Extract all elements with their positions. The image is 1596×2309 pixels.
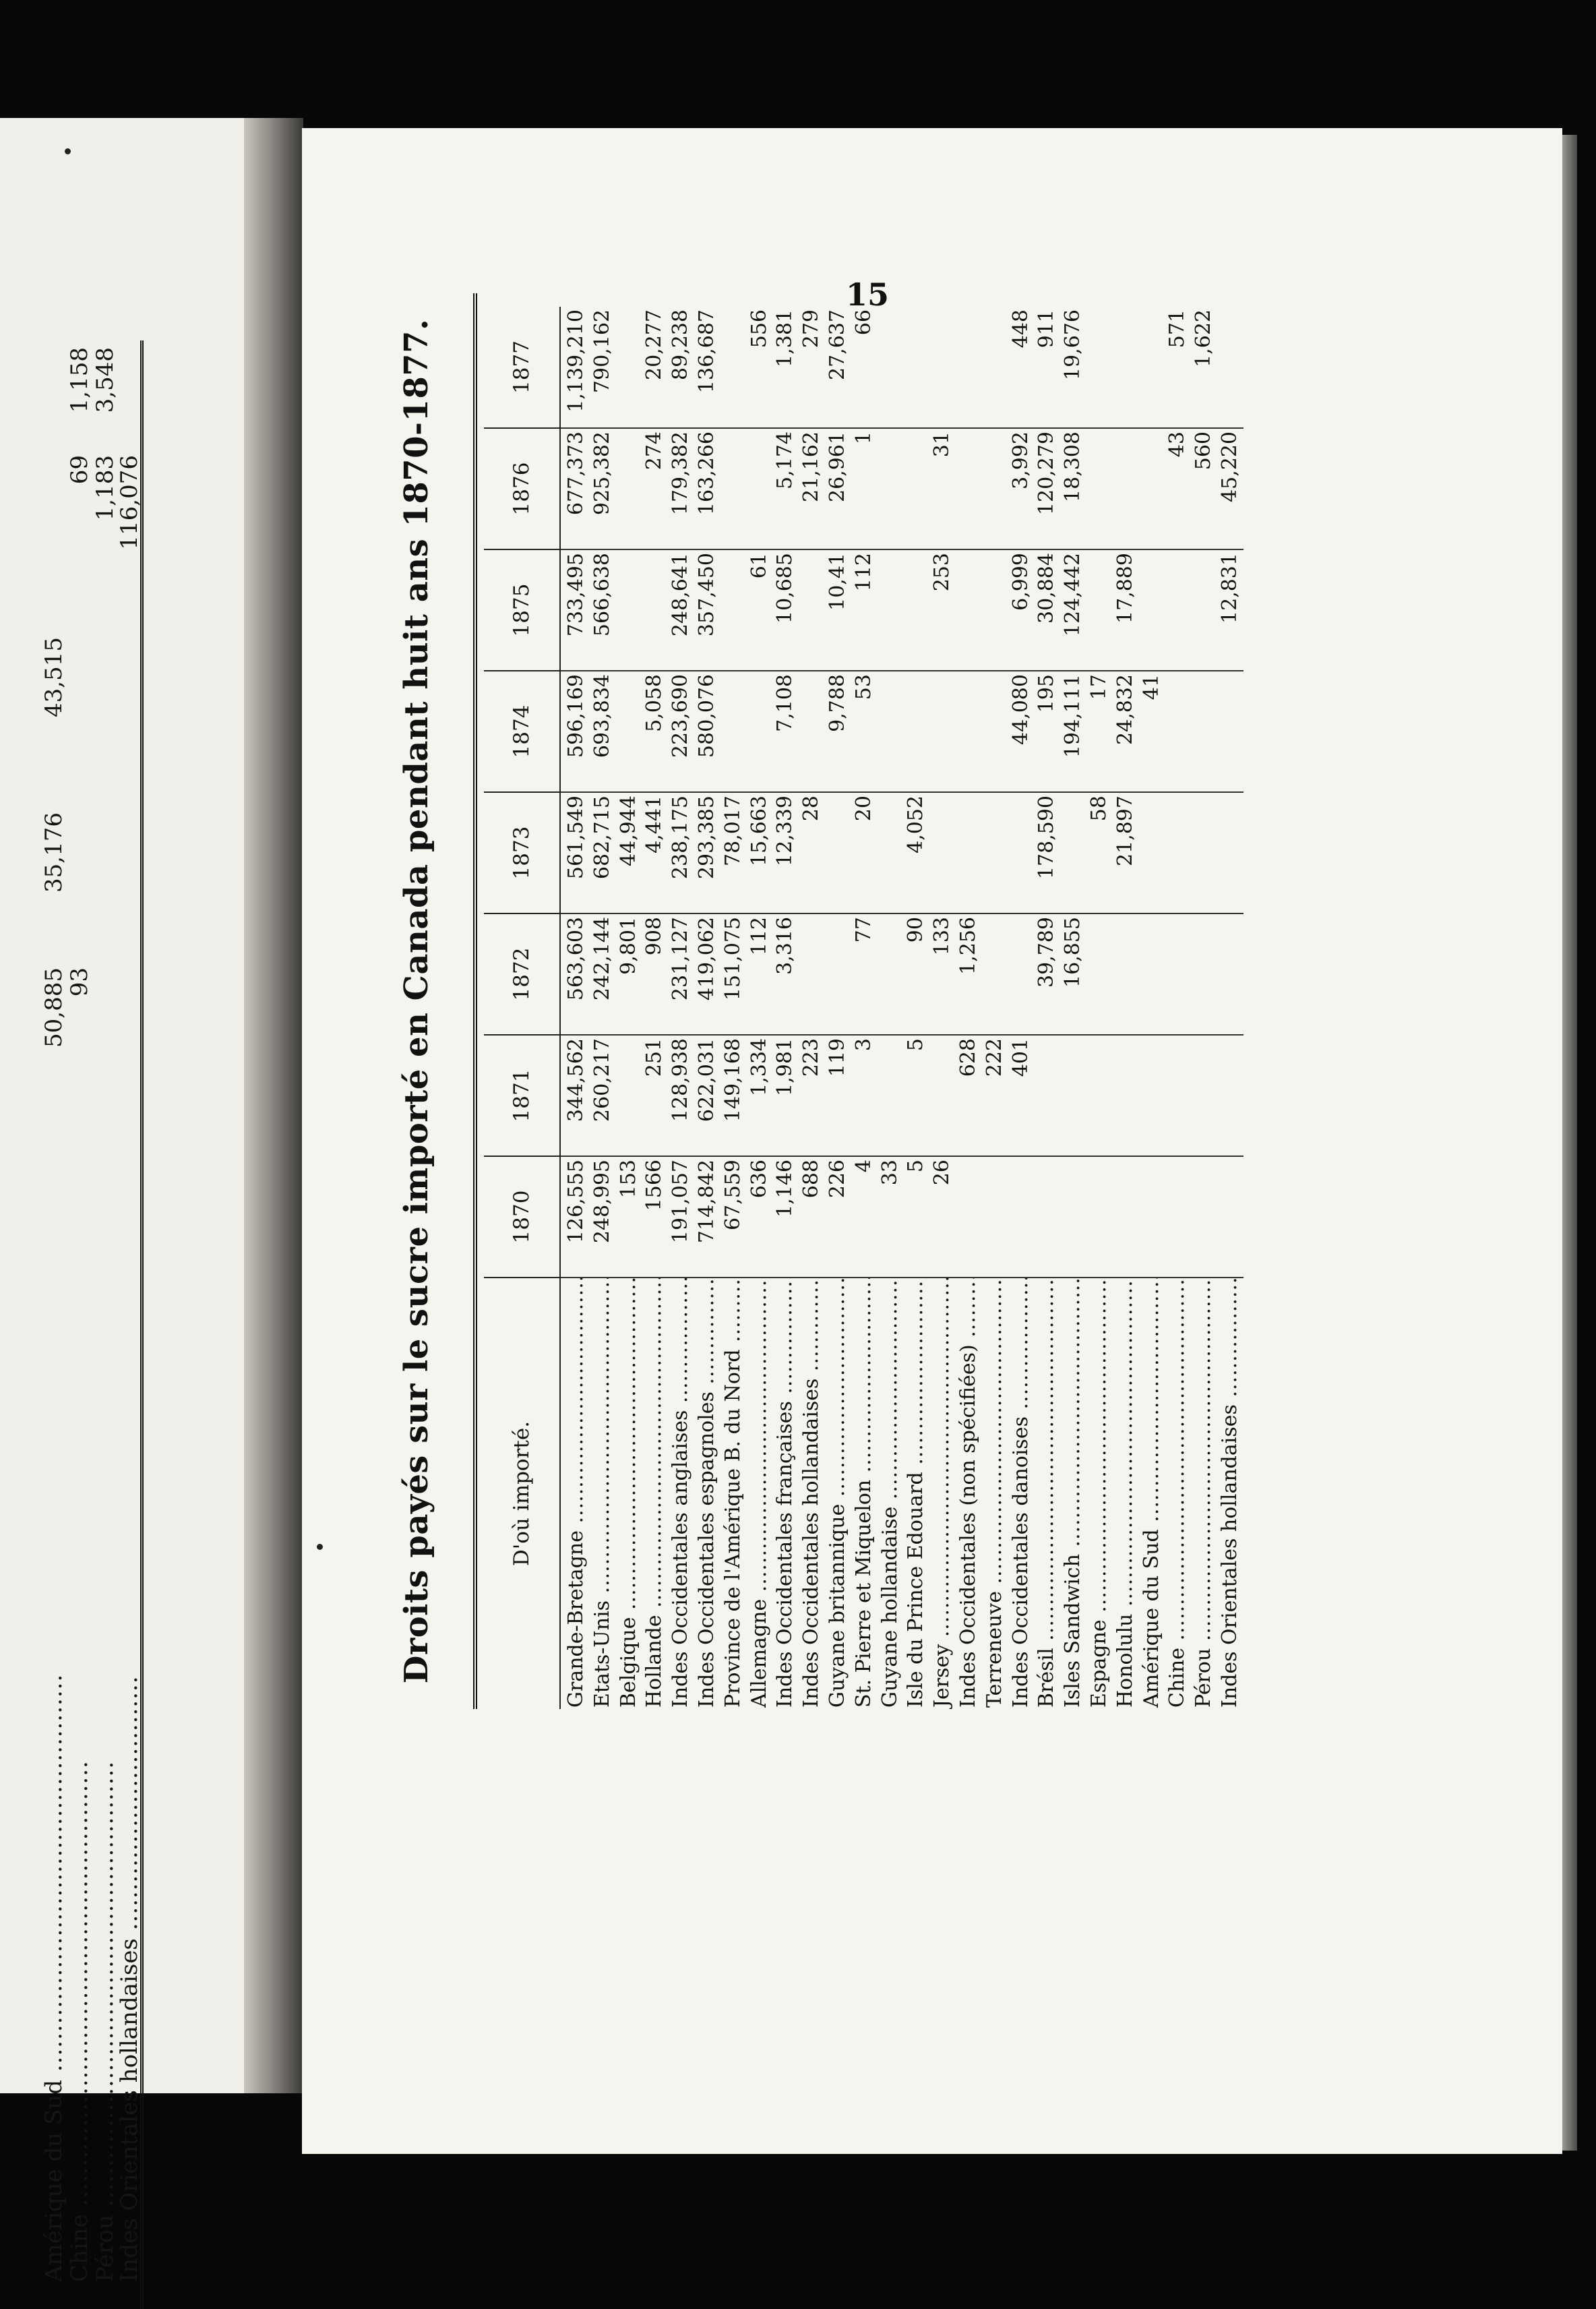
value-cell: 33 [878,1156,904,1278]
value-cell: 677,373 [560,428,590,549]
value-cell [1191,1035,1217,1156]
value-cell [1191,792,1217,913]
fragment-row-label: Indes Orientales hollandaises ..... [116,1675,143,2282]
value-cell [878,792,904,913]
value-cell: 580,076 [694,671,720,792]
table-row [590,307,616,1709]
value-cell [1191,671,1217,792]
table-title: Droits payés sur le sucre importé en Canada pendant huit ans 1870-1877. [398,318,435,1684]
value-cell [799,549,825,671]
value-cell: 790,162 [590,307,616,428]
origin-cell: Indes Occidentales françaises ..... [772,1278,799,1709]
value-cell [903,428,929,549]
value-cell: 133 [929,913,956,1035]
value-cell: 561,549 [560,792,590,913]
value-cell: 20 [851,792,878,913]
value-cell [825,792,851,913]
value-cell: 1,381 [772,307,799,428]
value-cell: 714,842 [694,1156,720,1278]
value-cell: 1,981 [772,1035,799,1156]
value-cell [1217,913,1244,1035]
value-cell: 1,622 [1191,307,1217,428]
fragment-cell: 35,176 [40,812,67,893]
value-cell [1139,1035,1165,1156]
value-cell [1113,1156,1139,1278]
value-cell [1139,307,1165,428]
value-cell [1086,307,1113,428]
value-cell: 15,663 [747,792,773,913]
value-cell: 448 [1008,307,1035,428]
value-cell [982,307,1008,428]
value-cell [1191,1156,1217,1278]
header-year: 1873 [484,792,560,913]
value-cell [1217,1156,1244,1278]
fragment-cell: 116,076 [116,455,143,550]
fragment-cell: 50,885 [40,967,67,1048]
value-cell: 4 [851,1156,878,1278]
header-year: 1872 [484,913,560,1035]
value-cell [878,428,904,549]
value-cell: 128,938 [668,1035,694,1156]
value-cell: 31 [929,428,956,549]
value-cell [1165,1156,1191,1278]
value-cell: 401 [1008,1035,1035,1156]
table-row [982,307,1008,1709]
value-cell [1113,913,1139,1035]
value-cell: 191,057 [668,1156,694,1278]
value-cell: 596,169 [560,671,590,792]
value-cell: 89,238 [668,307,694,428]
value-cell: 5,174 [772,428,799,549]
value-cell: 151,075 [720,913,747,1035]
value-cell: 1 [851,428,878,549]
value-cell [616,1035,642,1156]
origin-cell: Honolulu ..... [1113,1278,1139,1709]
value-cell [1086,1156,1113,1278]
value-cell [616,549,642,671]
value-cell [1165,792,1191,913]
value-cell: 16,855 [1060,913,1086,1035]
value-cell [1139,792,1165,913]
value-cell: 20,277 [642,307,668,428]
value-cell: 238,175 [668,792,694,913]
value-cell: 27,637 [825,307,851,428]
table-body [560,307,1244,1709]
value-cell: 248,641 [668,549,694,671]
value-cell: 78,017 [720,792,747,913]
origin-cell: Jersey ..... [929,1278,956,1709]
value-cell [878,307,904,428]
value-cell: 178,590 [1034,792,1060,913]
table-row [903,307,929,1709]
header-year: 1875 [484,549,560,671]
value-cell [799,913,825,1035]
value-cell: 1,139,210 [560,307,590,428]
value-cell [747,428,773,549]
value-cell: 6,999 [1008,549,1035,671]
value-cell [982,428,1008,549]
value-cell: 3,992 [1008,428,1035,549]
header-year: 1871 [484,1035,560,1156]
origin-cell: St. Pierre et Miquelon ..... [851,1278,878,1709]
value-cell [1217,1035,1244,1156]
rotated-table-block [398,293,1294,1709]
value-cell: 66 [851,307,878,428]
origin-cell: Allemagne ..... [747,1278,773,1709]
sugar-duties-table [484,307,1244,1709]
value-cell [878,913,904,1035]
value-cell: 45,220 [1217,428,1244,549]
value-cell [1139,1156,1165,1278]
value-cell: 26,961 [825,428,851,549]
value-cell [1113,428,1139,549]
value-cell: 90 [903,913,929,1035]
value-cell: 251 [642,1035,668,1156]
value-cell: 120,279 [1034,428,1060,549]
value-cell [903,307,929,428]
value-cell: 1566 [642,1156,668,1278]
value-cell [982,792,1008,913]
value-cell [956,428,982,549]
value-cell: 242,144 [590,913,616,1035]
value-cell [1217,792,1244,913]
origin-cell: Belgique ..... [616,1278,642,1709]
value-cell [1060,792,1086,913]
fragment-row-label: Chine ..... [66,1675,93,2282]
value-cell: 19,676 [1060,307,1086,428]
origin-cell: Etats-Unis ..... [590,1278,616,1709]
value-cell: 925,382 [590,428,616,549]
value-cell [825,913,851,1035]
table-row [878,307,904,1709]
header-year: 1877 [484,307,560,428]
value-cell: 126,555 [560,1156,590,1278]
value-cell [929,307,956,428]
value-cell [1165,913,1191,1035]
table-row [694,307,720,1709]
value-cell: 622,031 [694,1035,720,1156]
value-cell: 274 [642,428,668,549]
book-spine [244,118,303,2093]
value-cell [1165,671,1191,792]
value-cell [1086,549,1113,671]
table-row [668,307,694,1709]
value-cell [956,671,982,792]
value-cell: 7,108 [772,671,799,792]
value-cell [799,671,825,792]
value-cell [720,428,747,549]
value-cell: 43 [1165,428,1191,549]
value-cell: 357,450 [694,549,720,671]
value-cell [616,428,642,549]
value-cell: 112 [851,549,878,671]
value-cell: 253 [929,549,956,671]
value-cell [903,671,929,792]
value-cell [929,671,956,792]
fragment-cell: 3,548 [92,347,119,413]
value-cell: 44,080 [1008,671,1035,792]
value-cell [616,671,642,792]
value-cell [956,307,982,428]
value-cell [1008,1156,1035,1278]
header-year: 1876 [484,428,560,549]
table-row [747,307,773,1709]
value-cell: 1,146 [772,1156,799,1278]
value-cell [929,792,956,913]
value-cell: 39,789 [1034,913,1060,1035]
value-cell: 560 [1191,428,1217,549]
value-cell [878,671,904,792]
value-cell: 53 [851,671,878,792]
value-cell [642,549,668,671]
value-cell: 733,495 [560,549,590,671]
origin-cell: Indes Occidentales hollandaises ..... [799,1278,825,1709]
value-cell [1113,1035,1139,1156]
table-row [1165,307,1191,1709]
value-cell: 223,690 [668,671,694,792]
value-cell: 571 [1165,307,1191,428]
value-cell [982,913,1008,1035]
value-cell: 628 [956,1035,982,1156]
value-cell: 260,217 [590,1035,616,1156]
value-cell: 248,995 [590,1156,616,1278]
value-cell: 4,052 [903,792,929,913]
value-cell [1165,1035,1191,1156]
origin-cell: Guyane britannique ..... [825,1278,851,1709]
table-top-rule [473,293,477,1709]
value-cell [1217,671,1244,792]
origin-cell: Indes Occidentales anglaises ..... [668,1278,694,1709]
value-cell: 226 [825,1156,851,1278]
value-cell [1086,1035,1113,1156]
value-cell: 682,715 [590,792,616,913]
value-cell: 5 [903,1156,929,1278]
origin-cell: Indes Occidentales espagnoles ..... [694,1278,720,1709]
table-row [799,307,825,1709]
value-cell: 911 [1034,307,1060,428]
value-cell: 77 [851,913,878,1035]
value-cell: 12,831 [1217,549,1244,671]
value-cell: 194,111 [1060,671,1086,792]
value-cell [878,1035,904,1156]
table-row [720,307,747,1709]
origin-cell: Isle du Prince Edouard ..... [903,1278,929,1709]
speck [317,1544,323,1550]
value-cell: 279 [799,307,825,428]
value-cell: 124,442 [1060,549,1086,671]
table-row [825,307,851,1709]
origin-cell: Grande-Bretagne ..... [560,1278,590,1709]
value-cell [1139,428,1165,549]
table-header-row [484,307,560,1709]
origin-cell: Pérou ..... [1191,1278,1217,1709]
value-cell [1034,1035,1060,1156]
value-cell: 1,256 [956,913,982,1035]
fragment-row-label: Pérou ..... [92,1675,119,2282]
value-cell [720,549,747,671]
value-cell [1191,913,1217,1035]
value-cell [878,549,904,671]
value-cell [1060,1156,1086,1278]
table-row [560,307,590,1709]
table-row [1191,307,1217,1709]
value-cell [956,1156,982,1278]
page-edge-shadow [1562,135,1577,2151]
table-row [1008,307,1035,1709]
origin-cell: Amérique du Sud ..... [1139,1278,1165,1709]
table-row [1113,307,1139,1709]
value-cell: 112 [747,913,773,1035]
table-row [929,307,956,1709]
value-cell: 9,788 [825,671,851,792]
table-row [1060,307,1086,1709]
value-cell [1165,549,1191,671]
value-cell: 18,308 [1060,428,1086,549]
value-cell [956,792,982,913]
value-cell: 10,685 [772,549,799,671]
value-cell: 153 [616,1156,642,1278]
value-cell: 17 [1086,671,1113,792]
table-row [642,307,668,1709]
value-cell: 908 [642,913,668,1035]
value-cell [1217,307,1244,428]
origin-cell: Indes Orientales hollandaises ..... [1217,1278,1244,1709]
fragment-cell: 1,183 [92,455,119,521]
header-year: 1874 [484,671,560,792]
value-cell: 4,441 [642,792,668,913]
value-cell: 44,944 [616,792,642,913]
value-cell [1008,913,1035,1035]
value-cell: 231,127 [668,913,694,1035]
value-cell: 58 [1086,792,1113,913]
value-cell [1086,428,1113,549]
value-cell [1113,307,1139,428]
fragment-cell: 93 [66,967,93,997]
fragment-cell: 69 [66,455,93,485]
value-cell: 556 [747,307,773,428]
value-cell: 419,062 [694,913,720,1035]
value-cell: 223 [799,1035,825,1156]
value-cell: 222 [982,1035,1008,1156]
origin-cell: Guyane hollandaise ..... [878,1278,904,1709]
value-cell: 30,884 [1034,549,1060,671]
origin-cell: Hollande ..... [642,1278,668,1709]
value-cell [1191,549,1217,671]
value-cell [747,671,773,792]
value-cell: 119 [825,1035,851,1156]
header-origin: D'où importé. [484,1278,560,1709]
origin-cell: Isles Sandwich ..... [1060,1278,1086,1709]
value-cell: 3 [851,1035,878,1156]
origin-cell: Indes Occidentales danoises ..... [1008,1278,1035,1709]
value-cell: 1,334 [747,1035,773,1156]
value-cell: 563,603 [560,913,590,1035]
value-cell [720,307,747,428]
value-cell: 344,562 [560,1035,590,1156]
value-cell [616,307,642,428]
value-cell [1086,913,1113,1035]
table-row [1086,307,1113,1709]
value-cell: 9,801 [616,913,642,1035]
value-cell: 566,638 [590,549,616,671]
value-cell [903,549,929,671]
table-row [772,307,799,1709]
value-cell: 136,687 [694,307,720,428]
value-cell: 179,382 [668,428,694,549]
value-cell [982,549,1008,671]
table-row [851,307,878,1709]
value-cell [1139,549,1165,671]
value-cell: 28 [799,792,825,913]
table-wrapper [484,293,1244,1709]
value-cell [982,1156,1008,1278]
origin-cell: Brésil ..... [1034,1278,1060,1709]
value-cell: 163,266 [694,428,720,549]
value-cell: 293,385 [694,792,720,913]
speck [65,148,71,154]
value-cell [929,1035,956,1156]
value-cell: 61 [747,549,773,671]
origin-cell: Terreneuve ..... [982,1278,1008,1709]
origin-cell: Indes Occidentales (non spécifiées) ..... [956,1278,982,1709]
value-cell: 26 [929,1156,956,1278]
value-cell: 636 [747,1156,773,1278]
value-cell: 21,162 [799,428,825,549]
value-cell: 195 [1034,671,1060,792]
table-row [1034,307,1060,1709]
fragment-cell: 1,158 [66,347,93,413]
value-cell: 693,834 [590,671,616,792]
origin-cell: Espagne ..... [1086,1278,1113,1709]
value-cell [956,549,982,671]
value-cell: 5,058 [642,671,668,792]
value-cell: 67,559 [720,1156,747,1278]
value-cell: 41 [1139,671,1165,792]
value-cell: 688 [799,1156,825,1278]
value-cell [720,671,747,792]
origin-cell: Province de l'Amérique B. du Nord ..... [720,1278,747,1709]
value-cell [1008,792,1035,913]
value-cell [982,671,1008,792]
value-cell: 3,316 [772,913,799,1035]
value-cell [1034,1156,1060,1278]
page-number: 15 [846,276,890,313]
value-cell: 12,339 [772,792,799,913]
value-cell: 24,832 [1113,671,1139,792]
table-row [1139,307,1165,1709]
value-cell: 21,897 [1113,792,1139,913]
value-cell: 10,41 [825,549,851,671]
table-row [1217,307,1244,1709]
table-row [956,307,982,1709]
previous-page-table-fragment [40,340,155,2309]
value-cell: 149,168 [720,1035,747,1156]
value-cell [1139,913,1165,1035]
value-cell [1060,1035,1086,1156]
header-year: 1870 [484,1156,560,1278]
table-row [616,307,642,1709]
fragment-row-label: Amérique du Sud ..... [40,1675,67,2282]
fragment-cell: 43,515 [40,637,67,717]
origin-cell: Chine ..... [1165,1278,1191,1709]
value-cell: 5 [903,1035,929,1156]
value-cell: 17,889 [1113,549,1139,671]
